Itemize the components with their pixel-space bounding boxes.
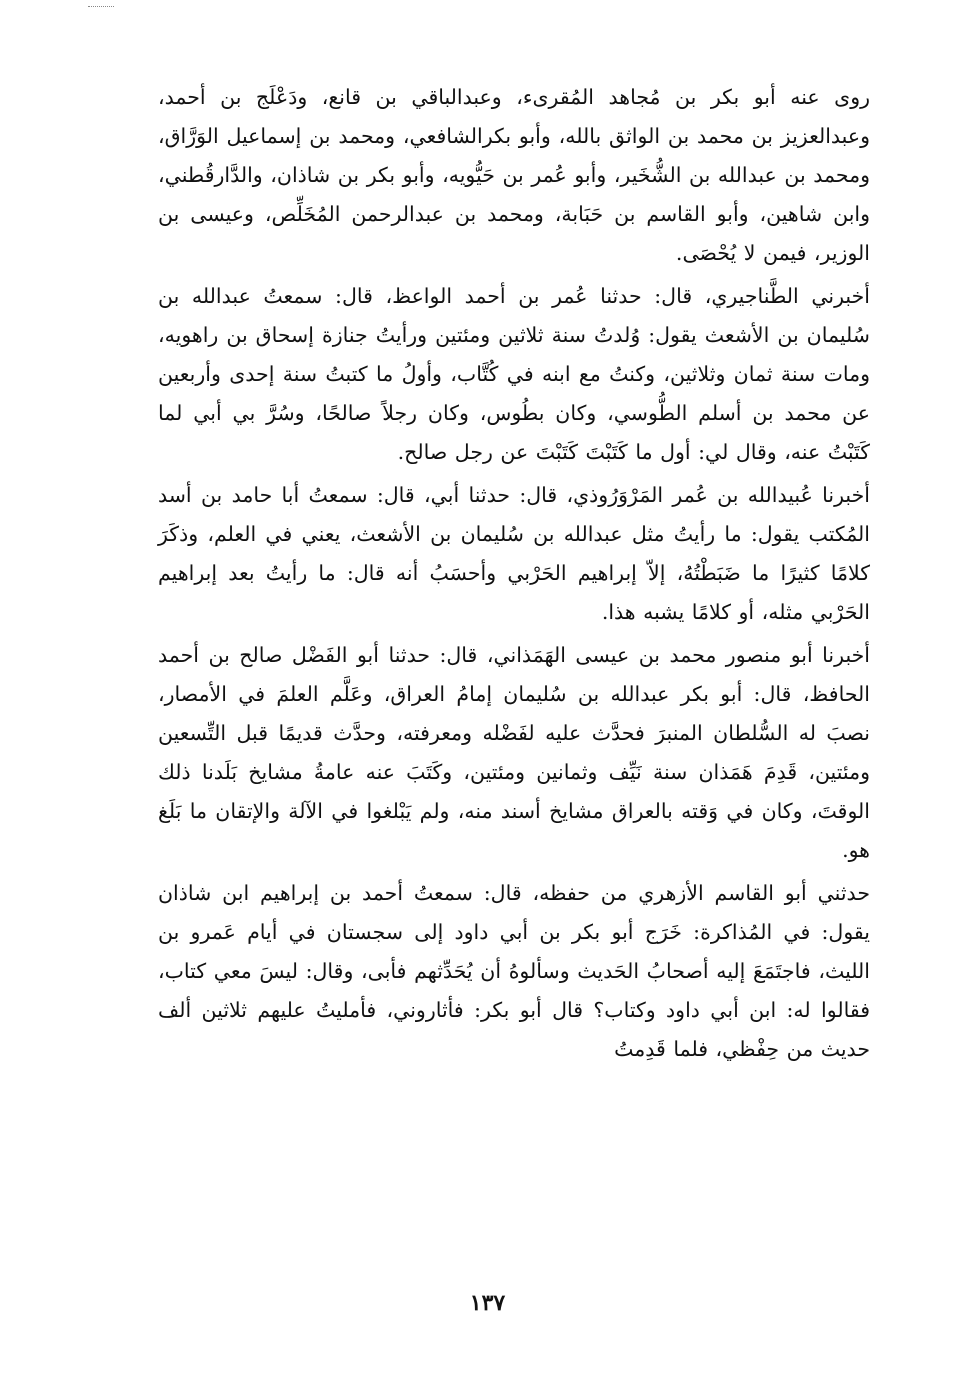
paragraph-azhari: حدثني أبو القاسم الأزهري من حفظه، قال: سمعتُ أحمد بن إبراهيم ابن شاذان يقول: في المُذاكرة: خَرَج أبو بكر بن أبي داود إلى سجستان في أيام عَمرو بن الليث، فاجتَمَعَ إليه أصحابُ الحَديث وسألوهُ أن يُحَدِّثهم فأبى، وقال: ليسَ معي كتاب، فقالوا له: ابن أبي داود وكتاب؟ قال أبو بكر: فأثاروني، فأمليتُ عليهم ثلاثين ألف حديث من حِفْظي، فلما قَدِمتُ [158,881,870,1061]
paragraph-hamadhani: أخبرنا أبو منصور محمد بن عيسى الهَمَذاني، قال: حدثنا أبو الفَضْل صالح بن أحمد الحافظ، قال: أبو بكر عبدالله بن سُليمان إمامُ العراق، وعَلَّم العلمَ في الأمصار، نصبَ له السُّلطان المنبرَ فحدَّث عليه لفَضْله ومعرفته، وحدَّث قديمًا قبل التِّسعين ومئتين، قَدِمَ هَمَذان سنة نَيِّف وثمانين ومئتين، وكَتَبَ عنه عامةُ مشايخ بَلَدنا ذلك الوقتَ، وكان في وَقته بالعراق مشايخ أسند منه، ولم يَبْلغوا في الآلة والإتقان ما بَلَغ هو. [158,643,870,862]
paragraph-narrators: روى عنه أبو بكر بن مُجاهد المُقرىء، وعبدالباقي بن قانع، ودَعْلَج بن أحمد، وعبدالعزيز بن محمد بن الواثق بالله، وأبو بكرالشافعي، ومحمد بن إسماعيل الوَرَّاق، ومحمد بن عبدالله بن الشُّخَير، وأبو عُمر بن حَيُّويه، وأبو بكر بن شاذان، والدَّارقُطني، وابن شاهين، وأبو القاسم بن حَبَابة، ومحمد بن عبدالرحمن المُخَلِّص، وعيسى بن الوزير، فيمن لا يُحْصَى. [158,85,870,265]
page-number: ١٣٧ [469,1290,506,1316]
paragraph-tanajiri: أخبرني الطَّناجيري، قال: حدثنا عُمر بن أحمد الواعظ، قال: سمعتُ عبدالله بن سُليمان بن الأشعث يقول: وُلدتُ سنة ثلاثين ومئتين ورأيتُ جنازة إسحاق بن راهويه، ومات سنة ثمان وثلاثين، وكنتُ مع ابنه في كُتَّاب، وأولُ ما كتبتُ سنة إحدى وأربعين عن محمد بن أسلم الطُّوسي، وكان بطُوس، وكان رجلاً صالحًا، وسُرَّ بي أبي لما كَتَبْتُ عنه، وقال لي: أول ما كَتَبْتَ كَتَبْتَ عن رجل صالح. [158,284,870,464]
paragraph-marwarudhi: أخبرنا عُبيدالله بن عُمر المَرْوَرُوذي، قال: حدثنا أبي، قال: سمعتُ أبا حامد بن أسد المُكتب يقول: ما رأيتُ مثل عبدالله بن سُليمان بن الأشعث، يعني في العلم، وذكَرَ كلامًا كثيرًا ما ضَبَطْتُهُ، إلاّ إبراهيم الحَرْبي وأحسَبُ أنه قال: ما رأيتُ بعد إبراهيم الحَرْبي مثله، أو كلامًا يشبه هذا. [158,483,870,624]
scan-corner-mark [88,6,114,7]
page-body [158,78,870,1073]
